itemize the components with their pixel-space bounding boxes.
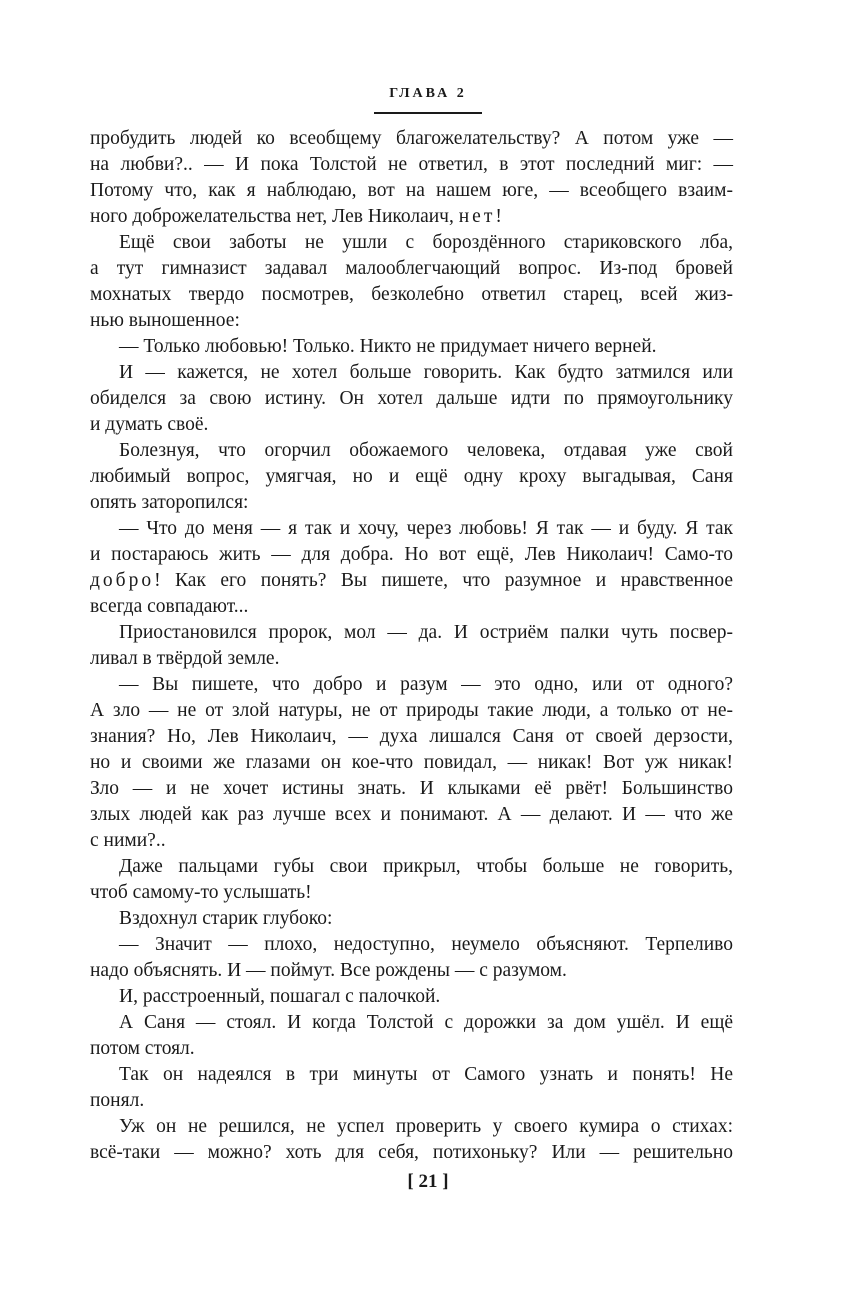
text-line <box>90 568 733 594</box>
text-line: злых людей как раз лучше всех и понимают. А — делают. И — что же <box>90 804 733 825</box>
text-line: И — кажется, не хотел больше говорить. Как будто затмился или <box>119 362 733 383</box>
text-line: мохнатых твердо посмотрев, безколебно ответил старец, всей жиз- <box>90 284 733 305</box>
text-line: любимый вопрос, умягчая, но и ещё одну кроху выгадывая, Саня <box>90 466 733 487</box>
text-line: всё-таки — можно? хоть для себя, потихоньку? Или — решительно <box>90 1142 733 1163</box>
text-line: ливал в твёрдой земле. <box>90 648 280 669</box>
text-line: — Что до меня — я так и хочу, через любовь! Я так — и буду. Я так <box>119 518 733 539</box>
spaced-emphasis: добро <box>90 570 155 591</box>
text-line: Даже пальцами губы свои прикрыл, чтобы больше не говорить, <box>119 856 733 877</box>
text-line: И, расстроенный, пошагал с палочкой. <box>119 986 441 1007</box>
text-line: — Только любовью! Только. Никто не придумает ничего верней. <box>119 336 657 357</box>
text-segment: ! Как его понять? Вы пишете, что разумное и нравственное <box>154 570 733 591</box>
text-line: надо объяснять. И — поймут. Все рождены — с разумом. <box>90 960 567 981</box>
text-line: обиделся за свою истину. Он хотел дальше идти по прямоугольнику <box>90 388 733 409</box>
text-line: с ними?.. <box>90 830 166 851</box>
chapter-title: ГЛАВА 2 <box>389 86 467 101</box>
text-segment: ного доброжелательства нет, Лев Николаич, <box>90 206 459 227</box>
text-line: но и своими же глазами он кое-что повидал, — никак! Вот уж никак! <box>90 752 733 773</box>
header-rule <box>374 112 482 114</box>
text-line: и постараюсь жить — для добра. Но вот ещё, Лев Николаич! Само-то <box>90 544 733 565</box>
text-line: нью выношенное: <box>90 310 240 331</box>
text-line: потом стоял. <box>90 1038 195 1059</box>
text-line: знания? Но, Лев Николаич, — духа лишался Саня от своей дерзости, <box>90 726 733 747</box>
running-header <box>0 86 856 114</box>
text-line: Ещё свои заботы не ушли с бороздённого стариковского лба, <box>119 232 733 253</box>
text-line: чтоб самому-то услышать! <box>90 882 312 903</box>
text-line: опять заторопился: <box>90 492 249 513</box>
text-line: Уж он не решился, не успел проверить у своего кумира о стихах: <box>119 1116 733 1137</box>
text-line: — Вы пишете, что добро и разум — это одно, или от одного? <box>119 674 733 695</box>
spaced-emphasis: нет <box>458 206 496 227</box>
text-line <box>90 204 733 230</box>
text-line: на любви?.. — И пока Толстой не ответил, в этот последний миг: — <box>90 154 733 175</box>
text-line: понял. <box>90 1090 145 1111</box>
text-line: всегда совпадают... <box>90 596 249 617</box>
text-line: Приостановился пророк, мол — да. И остриём палки чуть посвер- <box>119 622 733 643</box>
text-line: А зло — не от злой натуры, не от природы такие люди, а только от не- <box>90 700 733 721</box>
text-line: А Саня — стоял. И когда Толстой с дорожки за дом ушёл. И ещё <box>119 1012 733 1033</box>
text-segment: ! <box>495 206 502 227</box>
body-text <box>90 126 733 1166</box>
text-line: Потому что, как я наблюдаю, вот на нашем юге, — всеобщего взаим- <box>90 180 733 201</box>
text-line: Болезнуя, что огорчил обожаемого человека, отдавая уже свой <box>119 440 733 461</box>
text-line: Так он надеялся в три минуты от Самого узнать и понять! Не <box>119 1064 733 1085</box>
text-line: и думать своё. <box>90 414 209 435</box>
text-line: а тут гимназист задавал малооблегчающий вопрос. Из-под бровей <box>90 258 733 279</box>
text-line: Зло — и не хочет истины знать. И клыками её рвёт! Большинство <box>90 778 733 799</box>
text-line: пробудить людей ко всеобщему благожелательству? А потом уже — <box>90 128 733 149</box>
text-line: Вздохнул старик глубоко: <box>119 908 333 929</box>
page-number: [ 21 ] <box>407 1171 449 1192</box>
text-line: — Значит — плохо, недоступно, неумело объясняют. Терпеливо <box>119 934 733 955</box>
